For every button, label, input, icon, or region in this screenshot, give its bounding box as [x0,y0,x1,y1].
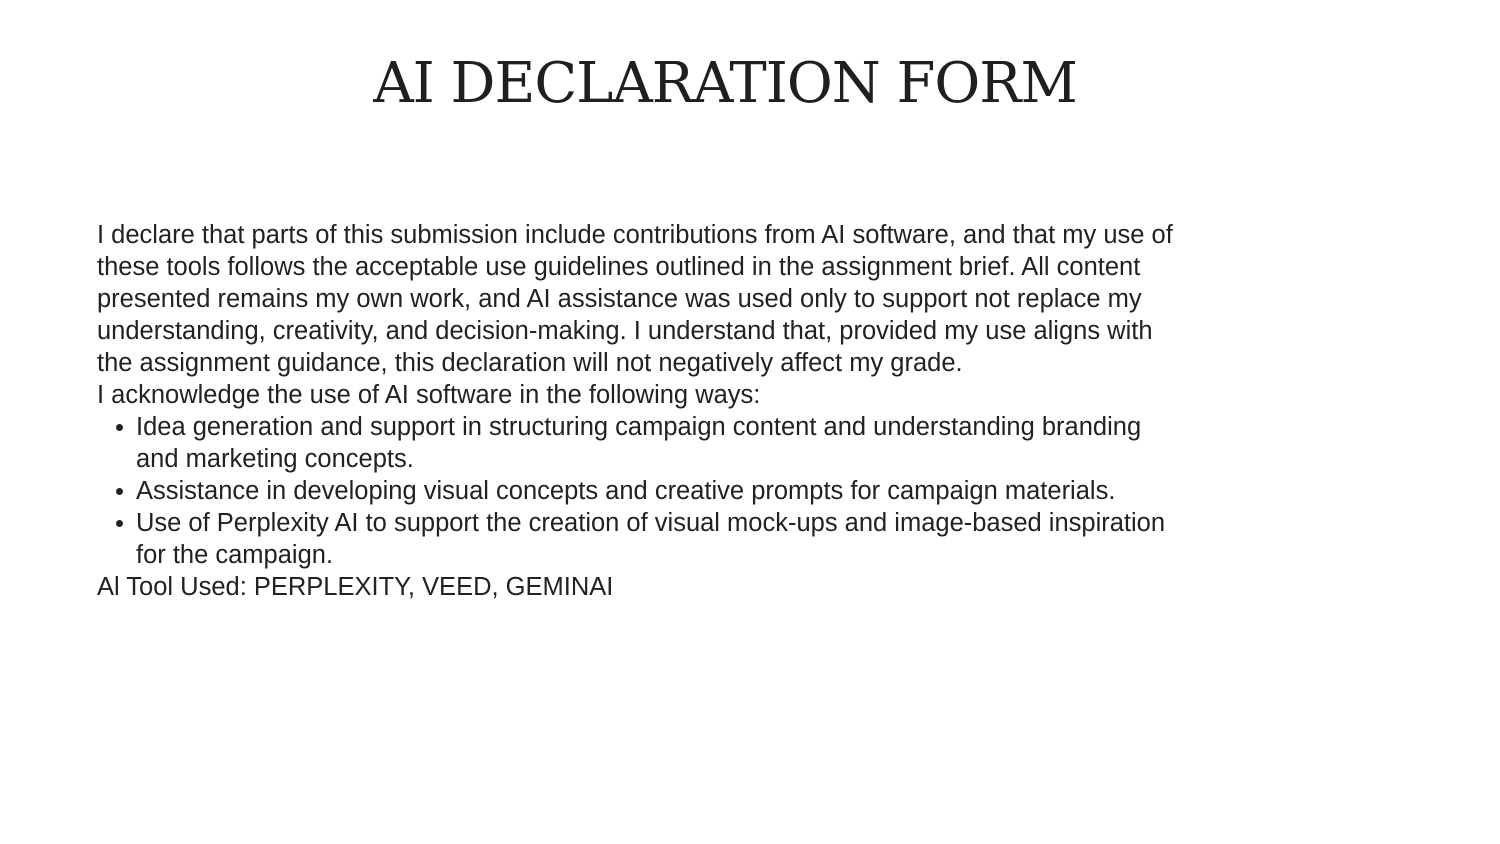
page-title: AI DECLARATION FORM [373,51,1077,116]
tools-used-line: Al Tool Used: PERPLEXITY, VEED, GEMINAI [97,573,614,601]
list-item: Idea generation and support in structuring campaign content and understanding branding and marketing concepts. [136,411,1187,475]
list-item: Use of Perplexity AI to support the creation of visual mock-ups and image-based inspiration for the campaign. [136,507,1187,571]
list-item: Assistance in developing visual concepts and creative prompts for campaign materials. [136,475,1187,507]
ai-use-list [97,411,1187,571]
acknowledge-line: I acknowledge the use of AI software in the following ways: [97,381,761,409]
declaration-body [97,219,1187,603]
declaration-paragraph: I declare that parts of this submission include contributions from AI software, and that my use of these tools follows the acceptable use guidelines outlined in the assignment brief. All content presented remains my own work, and AI assistance was used only to support not replace my understanding, creativity, and decision-making. I understand that, provided my use aligns with the assignment guidance, this declaration will not negatively affect my grade. [97,221,1173,377]
